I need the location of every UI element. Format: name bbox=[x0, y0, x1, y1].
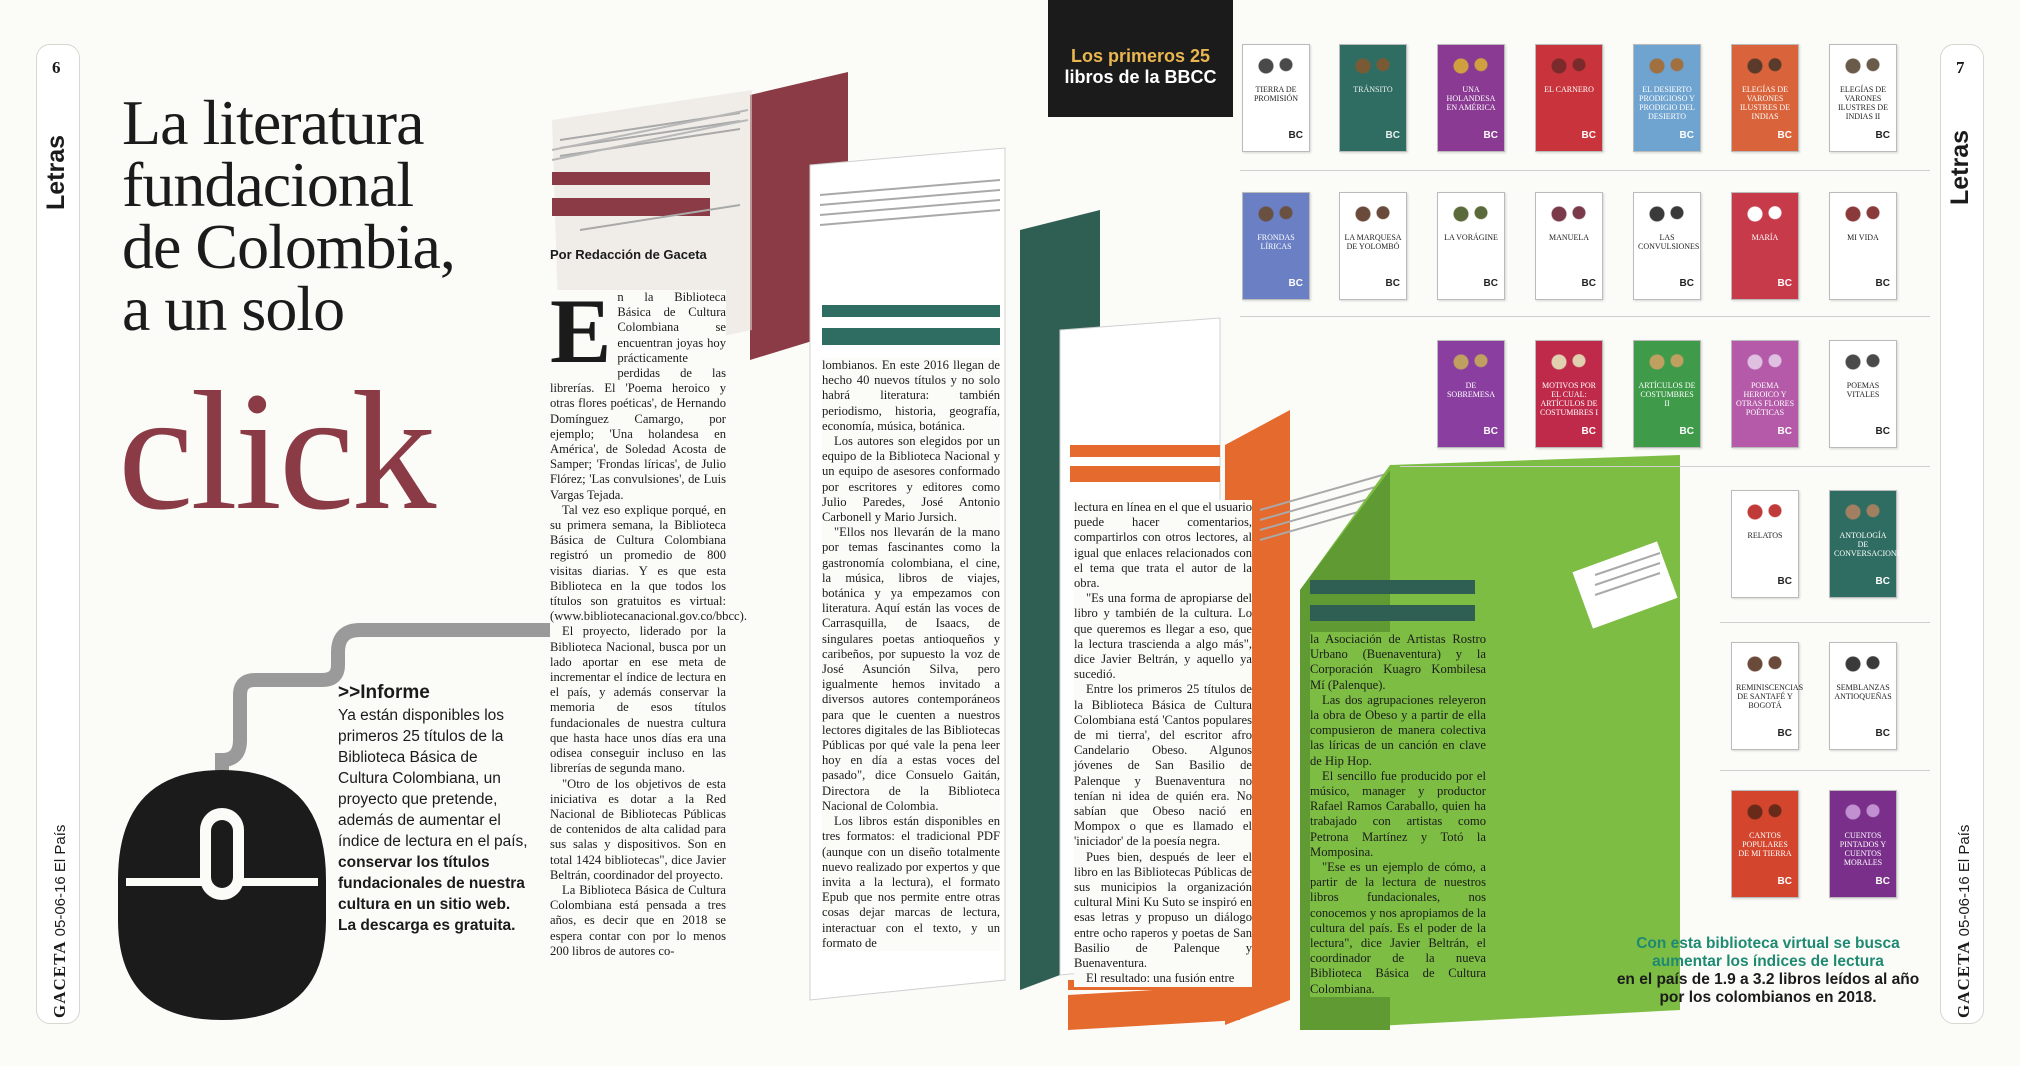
book-cover[interactable] bbox=[1829, 490, 1907, 598]
cover-title: LA MARQUESA DE YOLOMBÓ bbox=[1344, 233, 1402, 251]
book-cover[interactable] bbox=[1731, 642, 1804, 750]
cover-brand-logo: BC bbox=[1777, 426, 1792, 437]
cover-title: LAS CONVULSIONES bbox=[1638, 233, 1700, 251]
cover-illustration-icon bbox=[1251, 53, 1301, 79]
col3-p2: "Es una forma de apropiarse del libro y también de la cultura. Lo que queremos es llegar a eso, que la lectura trascienda a algo más", dice Javier Beltrán, y aquello ya sucedió. bbox=[1074, 591, 1252, 682]
article-column-4 bbox=[1310, 632, 1486, 997]
book-cover[interactable] bbox=[1437, 192, 1505, 300]
cover-brand-logo: BC bbox=[1875, 278, 1890, 289]
col1-p3: El proyecto, liderado por la Biblioteca Nacional, busca por un lado aportar en ese meta de incrementar el índice de lectura en el país, y además conservar la memoria de esos títulos fundacionales de nuestra cultura que hasta hace unos días era una odisea conseguir incluso en las librerías de segunda mano. bbox=[550, 624, 726, 776]
informe-text: Ya están disponibles los primeros 25 títulos de la Biblioteca Básica de Cultura Colombiana, un proyecto que pretende, además de aumentar el índice de lectura en el país, bbox=[338, 707, 528, 850]
left-date: 05-06-16 El País bbox=[52, 824, 69, 937]
cover-brand-logo: BC bbox=[1581, 426, 1596, 437]
cover-illustration-icon bbox=[1348, 201, 1398, 227]
cover-illustration-icon bbox=[1348, 53, 1398, 79]
cover-illustration-icon bbox=[1446, 53, 1496, 79]
col4-p4: "Ese es un ejemplo de cómo, a partir de la lectura de nuestros libros fundacionales, nos conocemos y nos apropiamos de la cultura del país. Es el poder de la lectura", dice Javier Beltrán, el coordinador de la nueva Biblioteca Básica de Cultura Colombiana. bbox=[1310, 860, 1486, 996]
col3-p3: Entre los primeros 25 títulos de la Biblioteca Básica de Cultura Colombiana está 'Cantos populares de mi tierra', del escritor afro Candelario Obeso. Algunos jóvenes de San Basilio de Palenque y Buenaventura no tenían ni idea de quién era. No sabían que Obeso nació en Mompox o que es llamado el 'iniciador' de la poesía negra. bbox=[1074, 682, 1252, 849]
cover-title: EL DESIERTO PRODIGIOSO Y PRODIGIO DEL DESIERTO bbox=[1639, 85, 1695, 121]
cover-brand-logo: BC bbox=[1777, 130, 1792, 141]
cover-illustration-icon bbox=[1838, 201, 1888, 227]
cover-brand-logo: BC bbox=[1875, 876, 1890, 887]
headline-line-2: fundacional bbox=[122, 149, 414, 220]
book-cover[interactable] bbox=[1829, 44, 1897, 152]
cover-brand-logo: BC bbox=[1288, 130, 1303, 141]
book-cover[interactable] bbox=[1242, 44, 1310, 152]
book-cover[interactable] bbox=[1437, 340, 1505, 448]
shelf-line-5 bbox=[1720, 770, 1930, 771]
right-masthead: GACETA bbox=[1954, 940, 1973, 1018]
cover-title: ELEGÍAS DE VARONES ILUSTRES DE INDIAS II bbox=[1838, 85, 1888, 121]
cover-brand-logo: BC bbox=[1679, 130, 1694, 141]
cover-title: TRÁNSITO bbox=[1353, 85, 1393, 94]
headline-line-4: a un solo bbox=[122, 273, 345, 344]
byline: Por Redacción de Gaceta bbox=[550, 247, 707, 262]
cover-title: CANTOS POPULARES DE MI TIERRA bbox=[1738, 831, 1792, 858]
cover-brand-logo: BC bbox=[1875, 728, 1890, 739]
col4-p1: la Asociación de Artistas Rostro Urbano (Buenaventura) y la Corporación Kuagro Kombilesa Mí (Palenque). bbox=[1310, 632, 1486, 692]
bbcc-tag bbox=[1048, 0, 1233, 117]
article-column-1 bbox=[550, 280, 747, 959]
cover-brand-logo: BC bbox=[1679, 278, 1694, 289]
cover-title: CUENTOS PINTADOS Y CUENTOS MORALES bbox=[1839, 831, 1887, 867]
cover-brand-logo: BC bbox=[1777, 728, 1792, 739]
cover-brand-logo: BC bbox=[1483, 426, 1498, 437]
left-section-label: Letras bbox=[42, 134, 70, 210]
book-cover[interactable] bbox=[1829, 192, 1897, 300]
cover-illustration-icon bbox=[1740, 651, 1790, 677]
book-cover[interactable] bbox=[1731, 44, 1799, 152]
book-cover[interactable] bbox=[1242, 192, 1310, 300]
cover-brand-logo: BC bbox=[1777, 278, 1792, 289]
cover-title: MI VIDA bbox=[1847, 233, 1879, 242]
article-column-2 bbox=[822, 358, 1000, 951]
cover-brand-logo: BC bbox=[1875, 576, 1890, 587]
cover-title: POEMAS VITALES bbox=[1846, 381, 1880, 399]
caption-black: en el país de 1.9 a 3.2 libros leídos al año por los colombianos en 2018. bbox=[1616, 971, 1920, 1006]
left-page-number: 6 bbox=[52, 58, 61, 77]
cover-brand-logo: BC bbox=[1777, 876, 1792, 887]
cover-illustration-icon bbox=[1740, 53, 1790, 79]
cover-title: MOTIVOS POR EL CUAL: ARTÍCULOS DE COSTUMBRES I bbox=[1540, 381, 1599, 417]
col4-p2: Las dos agrupaciones releyeron la obra de Obeso y a partir de ella compusieron de manera colectiva las líricas de un canción en clave de Hip Hop. bbox=[1310, 692, 1486, 768]
col2-p4: Los libros están disponibles en tres formatos: el tradicional PDF (aunque con un diseño totalmente nuevo realizado por expertos y que invita a la lectura), el formato Epub que nos permite entre otras cosas dejar marcas de lectura, interactuar con el texto, y un formato de bbox=[822, 814, 1000, 950]
cover-title: LA VORÁGINE bbox=[1444, 233, 1498, 242]
headline-line-3: de Colombia, bbox=[122, 211, 455, 282]
cover-illustration-icon bbox=[1251, 201, 1301, 227]
shelf-line-3 bbox=[1400, 466, 1930, 467]
book-cover[interactable] bbox=[1535, 192, 1603, 300]
cover-illustration-icon bbox=[1838, 349, 1888, 375]
cover-illustration-icon bbox=[1544, 53, 1594, 79]
cover-brand-logo: BC bbox=[1483, 278, 1498, 289]
cover-illustration-icon bbox=[1740, 201, 1790, 227]
cover-title: ARTÍCULOS DE COSTUMBRES II bbox=[1638, 381, 1696, 408]
right-section-label: Letras bbox=[1946, 129, 1974, 205]
headline-line-1: La literatura bbox=[122, 87, 424, 158]
cover-title: POEMA HEROICO Y OTRAS FLORES POÉTICAS bbox=[1736, 381, 1795, 417]
col2-p1: lombianos. En este 2016 llegan de hecho 40 nuevos títulos y no solo habrá literatura: también periodismo, historia, geografía, economía, música, botánica. bbox=[822, 358, 1000, 433]
cover-illustration-icon bbox=[1544, 201, 1594, 227]
col1-p2: Tal vez eso explique porqué, en su primera semana, la Biblioteca Básica de Cultura Colombiana registró un promedio de 800 visitas diarias. Y es que esta Biblioteca en la que todos los títulos son gratuitos es virtual: (www.bibliotecanacional.gov.co/bbcc). bbox=[550, 502, 747, 624]
cover-illustration-icon bbox=[1642, 201, 1692, 227]
col1-p5: La Biblioteca Básica de Cultura Colombiana está pensada a tres años, es decir que en 2018 se espera contar con por lo menos 200 libros de autores co- bbox=[550, 882, 726, 958]
cover-illustration-icon bbox=[1838, 53, 1888, 79]
book-cover[interactable] bbox=[1339, 192, 1407, 300]
cover-title: MANUELA bbox=[1549, 233, 1589, 242]
cover-illustration-icon bbox=[1740, 499, 1790, 525]
col3-p1: lectura en línea en el que el usuario puede hacer comentarios, compartirlos con otros lectores, al igual que enlaces relacionados con el tema que trata el autor de la obra. bbox=[1074, 500, 1252, 591]
cover-illustration-icon bbox=[1544, 349, 1594, 375]
book-cover[interactable] bbox=[1339, 44, 1407, 152]
book-cover[interactable] bbox=[1535, 44, 1603, 152]
cover-brand-logo: BC bbox=[1483, 130, 1498, 141]
dropcap: E bbox=[550, 280, 612, 382]
article-column-3 bbox=[1074, 500, 1252, 987]
cover-title: ANTOLOGÍA DE CONVERSACIONES bbox=[1834, 531, 1907, 558]
informe-bold-text: conservar los títulos fundacionales de nuestra cultura en un sitio web. La descarga es gratuita. bbox=[338, 854, 525, 934]
col1-p4: "Otro de los objetivos de esta iniciativa es dotar a la Red Nacional de Bibliotecas Públicas de contenidos de alta calidad para sus salas y dispositivos. Son en total 1424 bibliotecas", dice Javier Beltrán, coordinador del proyecto. bbox=[550, 776, 726, 882]
book-cover[interactable] bbox=[1437, 44, 1505, 152]
bbcc-tag-line-1: Los primeros 25 bbox=[1070, 46, 1211, 66]
cover-brand-logo: BC bbox=[1581, 278, 1596, 289]
caption-green: Con esta biblioteca virtual se busca aumentar los índices de lectura bbox=[1636, 935, 1900, 970]
book-cover[interactable] bbox=[1633, 44, 1701, 152]
cover-title: FRONDAS LÍRICAS bbox=[1257, 233, 1295, 251]
col3-p4: Pues bien, después de leer el libro en las Bibliotecas Públicas de sus municipios la organización cultural Mini Ku Suto se inspiró en esas letras y propuso un diálogo entre ocho raperos y poetas de San Basilio de Palenque y Buenaventura. bbox=[1074, 849, 1252, 971]
cover-title: EL CARNERO bbox=[1544, 85, 1594, 94]
cover-brand-logo: BC bbox=[1679, 426, 1694, 437]
cover-illustration-icon bbox=[1446, 201, 1496, 227]
headline-click-word: click bbox=[118, 357, 434, 545]
cover-illustration-icon bbox=[1642, 349, 1692, 375]
book-cover[interactable] bbox=[1535, 340, 1603, 448]
cover-brand-logo: BC bbox=[1875, 130, 1890, 141]
shelf-line-2 bbox=[1240, 316, 1930, 317]
informe-box bbox=[338, 682, 528, 936]
col1-p1: n la Biblioteca Básica de Cultura Colombiana se encuentran joyas hoy prácticamente perdidas de las librerías. El 'Poema heroico y otras flores poéticas', de Hernando Domínguez Camargo, por ejemplo; 'Una holandesa en América', de Soledad Acosta de Samper; 'Frondas líricas', de Julio Flórez; 'Las convulsiones', de Luis Vargas Tejada. bbox=[550, 290, 726, 502]
col3-p5: El resultado: una fusión entre bbox=[1086, 971, 1235, 986]
shelf-line-1 bbox=[1240, 170, 1930, 171]
col4-p3: El sencillo fue producido por el músico, manager y productor Rafael Ramos Caraballo, quien ha trabajado con artistas como Petrona Martínez y Totó la Momposina. bbox=[1310, 768, 1486, 859]
cover-title: UNA HOLANDESA EN AMÉRICA bbox=[1446, 85, 1496, 112]
cover-brand-logo: BC bbox=[1581, 130, 1596, 141]
cover-title: MARÍA bbox=[1751, 233, 1779, 242]
cover-title: ELEGÍAS DE VARONES ILUSTRES DE INDIAS bbox=[1740, 85, 1790, 121]
right-page-number: 7 bbox=[1956, 58, 1965, 77]
cover-title: SEMBLANZAS ANTIOQUEÑAS bbox=[1834, 683, 1892, 701]
book-cover[interactable] bbox=[1829, 340, 1897, 448]
col2-p2: Los autores son elegidos por un equipo de la Biblioteca Nacional y un equipo de asesores conformado por escritores y editores como Julio Paredes, José Antonio Carbonell y Mario Jursich. bbox=[822, 434, 1000, 525]
cover-illustration-icon bbox=[1740, 799, 1790, 825]
cover-illustration-icon bbox=[1838, 651, 1888, 677]
book-cover[interactable] bbox=[1633, 192, 1701, 300]
book-cover[interactable] bbox=[1731, 490, 1799, 598]
cover-illustration-icon bbox=[1838, 799, 1888, 825]
cover-illustration-icon bbox=[1446, 349, 1496, 375]
cover-brand-logo: BC bbox=[1385, 278, 1400, 289]
cover-brand-logo: BC bbox=[1288, 278, 1303, 289]
cover-illustration-icon bbox=[1838, 499, 1888, 525]
cover-illustration-icon bbox=[1740, 349, 1790, 375]
cover-brand-logo: BC bbox=[1875, 426, 1890, 437]
cover-title: RELATOS bbox=[1747, 531, 1783, 540]
cover-brand-logo: BC bbox=[1777, 576, 1792, 587]
book-cover[interactable] bbox=[1829, 642, 1897, 750]
cover-title: REMINISCENCIAS DE SANTAFÉ Y BOGOTÁ bbox=[1736, 683, 1804, 710]
book-cover[interactable] bbox=[1731, 340, 1799, 448]
cover-illustration-icon bbox=[1642, 53, 1692, 79]
cover-title: TIERRA DE PROMISIÓN bbox=[1253, 85, 1298, 103]
right-date: 05-06-16 El País bbox=[1956, 824, 1973, 937]
cover-title: DE SOBREMESA bbox=[1446, 381, 1495, 399]
book-cover[interactable] bbox=[1829, 790, 1897, 898]
col2-p3: "Ellos nos llevarán de la mano por temas fascinantes como la gastronomía colombiana, el cine, la música, libros de viajes, botánica y ya empezamos con literatura. Aquí están las voces de Carrasquilla, de Isaacs, de singulares poetas antioqueños y caribeños, por supuesto la voz de José Asunción Silva, pero igualmente hemos invitado a diversos autores contemporáneos para que le cuenten a nuestros lectores digitales de las Bibliotecas Públicas por qué vale la pena leer hoy en día a estas voces del pasado", dice Consuelo Gaitán, Directora de la Biblioteca Nacional de Colombia. bbox=[822, 525, 1000, 813]
informe-title: >>Informe bbox=[338, 682, 430, 703]
left-masthead: GACETA bbox=[50, 940, 69, 1018]
shelf-line-4 bbox=[1720, 622, 1930, 623]
book-cover[interactable] bbox=[1731, 192, 1799, 300]
book-cover[interactable] bbox=[1731, 790, 1799, 898]
bbcc-tag-line-2: libros de la BBCC bbox=[1064, 67, 1217, 87]
caption bbox=[1608, 935, 1928, 1007]
book-cover[interactable] bbox=[1633, 340, 1701, 448]
cover-brand-logo: BC bbox=[1385, 130, 1400, 141]
